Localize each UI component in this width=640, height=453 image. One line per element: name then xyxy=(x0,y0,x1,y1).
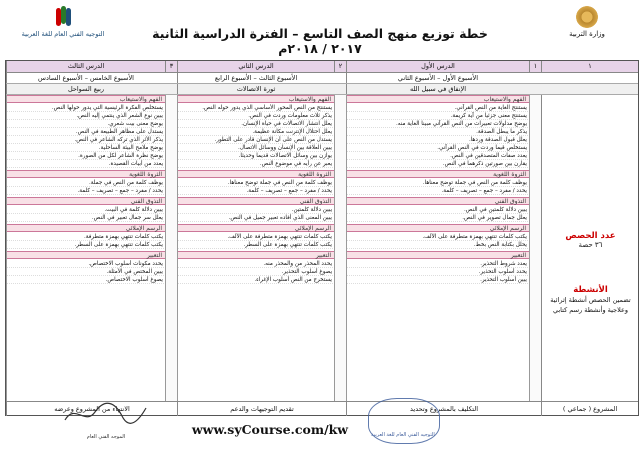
lesson3-objective: يوضح نظرة الشاعر لكل من الصورة. xyxy=(7,152,166,160)
signature-icon xyxy=(60,398,150,428)
lesson3-objective: يحدد / مفرد – جمع – تصريف – كلمة. xyxy=(7,187,166,195)
lesson1-objective: يبين أسلوب التحذير. xyxy=(347,276,530,284)
lesson1-objective: يحلل بكتابة النص بخط. xyxy=(347,241,530,249)
lesson2-objective: يذكر ثلاث معلومات وردت في النص. xyxy=(178,112,335,120)
lesson1-weeks: الأسبوع الأول – الأسبوع الثاني xyxy=(346,73,529,83)
lesson1-number: ١ xyxy=(529,61,541,72)
lesson3-column xyxy=(6,95,166,401)
lesson1-objective: يعدد صفات المتصدقين في النص. xyxy=(347,152,530,160)
lesson3-section-1: الفهم والاستيعاب xyxy=(7,95,166,103)
lesson1-section-4: الرسم الإملائي xyxy=(347,224,530,232)
supervision-block xyxy=(8,6,118,38)
lesson2-objective: يعبر عن رأيه في موضوع النص. xyxy=(178,160,335,168)
lesson3-objective: يوظف كلمة من النص في جملة. xyxy=(7,179,166,187)
lesson1-section-3: التذوق الفني xyxy=(347,197,530,205)
lesson3-objective: يبين دلالة كلمة في البيت. xyxy=(7,206,166,214)
lesson1-objective: يكتب كلمات تنتهي بهمزة متطرفة على الألف. xyxy=(347,233,530,241)
footer-lesson3: الانتهاء من المشروع وعرضه xyxy=(6,402,177,416)
lesson3-objective: يوضح معنى بيت شعري. xyxy=(7,120,166,128)
lesson1-objective: يستنتج الغاية من النص القرآني. xyxy=(347,104,530,112)
lesson2-objective: يعلل انتشار الاتصالات في حياة الإنسان. xyxy=(178,120,335,128)
lesson1-column xyxy=(346,95,530,401)
lesson3-objective: يوضح ملامح البيئة الساحلية. xyxy=(7,144,166,152)
lesson2-objective: يوظف كلمة من النص في جملة توضح معناها. xyxy=(178,179,335,187)
website-url[interactable]: www.syCourse.com/kw xyxy=(191,422,349,437)
lesson2-objective: يبين المعنى الذي أفاده تعبير جميل في النص. xyxy=(178,214,335,222)
lesson2-objective: يبين العلاقة بين الإنسان ووسائل الاتصال. xyxy=(178,144,335,152)
lesson1-section-2: الثروة اللغوية xyxy=(347,170,530,178)
ministry-emblem-icon xyxy=(576,6,598,28)
lesson2-number: ٢ xyxy=(334,61,346,72)
lesson1-objective: يحدد / مفرد – جمع – تصريف – كلمة. xyxy=(347,187,530,195)
lesson1-objective: يحدد أسلوب التحذير. xyxy=(347,268,530,276)
lesson1-objective: يوظف كلمة من النص في جملة توضح معناها. xyxy=(347,179,530,187)
lesson3-objective: يبين نوع الشعر الذي ينتمي إليه النص. xyxy=(7,112,166,120)
lesson3-objective: يكتب كلمات تنتهي بهمزة متطرفة. xyxy=(7,233,166,241)
supervision-name: التوجيه الفني العام للغة العربية xyxy=(21,30,105,38)
lesson2-objective: يبين دلالة كلمتين. xyxy=(178,206,335,214)
lesson3-objective: يعلل سر جمال تعبير في النص. xyxy=(7,214,166,222)
lesson2-objective: يكتب كلمات تنتهي بهمزة متطرفة على الألف. xyxy=(178,233,335,241)
lesson2-unit: ثورة الاتصالات xyxy=(177,84,334,94)
lesson1-objective: يوضح مدلولات تعبيرات من النص القرآني مبينا الغاية منه. xyxy=(347,120,530,128)
lesson3-unit: ربيع السواحل xyxy=(6,84,165,94)
curriculum-table xyxy=(5,60,639,416)
lesson2-section-2: الثروة اللغوية xyxy=(178,170,335,178)
lesson3-label: الدرس الثالث xyxy=(6,61,165,72)
lesson2-weeks: الأسبوع الثالث – الأسبوع الرابع xyxy=(177,73,334,83)
lesson1-objective: يعلل قبول الصدقة وردها. xyxy=(347,136,530,144)
lesson2-objective: يستدل من النص على أن الإنسان قادر على التطور. xyxy=(178,136,335,144)
lesson3-objective: يكتب كلمات تنتهي بهمزة على السطر. xyxy=(7,241,166,249)
footer-lesson2: تقديم التوجيهات والدعم xyxy=(177,402,346,416)
lesson1-section-5: التعبير xyxy=(347,251,530,259)
footer-lesson1: التكليف بالمشروع وتحديد xyxy=(346,402,541,416)
lesson2-objective: يوازن بين وسائل الاتصالات قديما وحديثا. xyxy=(178,152,335,160)
lesson2-objective: يستنتج من النص المحور الأساسي الذي يدور حوله النص. xyxy=(178,104,335,112)
lesson1-objective: يستخلص قيما وردت في النص القرآني. xyxy=(347,144,530,152)
lesson3-objective: يصوغ أسلوب الاختصاص. xyxy=(7,276,166,284)
lesson1-section-1: الفهم والاستيعاب xyxy=(347,95,530,103)
side-info-column xyxy=(541,95,639,401)
lesson2-objective: يحدد المحذر من والمحذر منه. xyxy=(178,260,335,268)
lesson1-objective: يقارن بين صورتين ذكرهما في النص. xyxy=(347,160,530,168)
page-title: خطة توزيع منهج الصف التاسع – الفترة الدراسية الثانية ٢٠١٧ / ٢٠١٨م xyxy=(152,26,488,56)
lesson3-number: ٣ xyxy=(165,61,177,72)
page-header xyxy=(0,0,640,56)
sessions-count-value: ٣٦ حصة xyxy=(578,241,603,249)
ministry-block xyxy=(542,6,632,38)
row-number: ١ xyxy=(541,61,638,72)
lesson1-objective: يذكر ما يبطل الصدقة. xyxy=(347,128,530,136)
lesson3-section-3: التذوق الفني xyxy=(7,197,166,205)
lesson3-weeks: الأسبوع الخامس – الأسبوع السادس xyxy=(6,73,165,83)
lesson2-objective: يحدد / مفرد – جمع – تصريف – كلمة. xyxy=(178,187,335,195)
lesson2-objective: يستخرج من النص أسلوب الإغراء. xyxy=(178,276,335,284)
lesson3-objective: يستخلص الفكرة الرئيسية التي يدور حولها النص. xyxy=(7,104,166,112)
lesson2-column xyxy=(177,95,335,401)
lesson3-section-2: الثروة اللغوية xyxy=(7,170,166,178)
lesson2-objective: يكتب كلمات تنتهي بهمزة على السطر. xyxy=(178,241,335,249)
lesson1-objective: يعدد شروط التحذير. xyxy=(347,260,530,268)
signature-label: الموجه الفني العام xyxy=(86,434,126,440)
lesson1-label: الدرس الأول xyxy=(346,61,529,72)
units-row xyxy=(6,84,638,95)
lesson3-objective: يعدد من أبيات القصيدة. xyxy=(7,160,166,168)
activities-box xyxy=(542,285,639,315)
lesson2-objective: يصوغ أسلوب التحذير. xyxy=(178,268,335,276)
sessions-count xyxy=(542,231,639,249)
lesson1-objective: يستنتج معنى جزئيا من آية كريمة. xyxy=(347,112,530,120)
weeks-row xyxy=(6,73,638,84)
lesson3-section-5: التعبير xyxy=(7,251,166,259)
supervision-logo-icon xyxy=(53,6,73,28)
sessions-count-title: عدد الحصص xyxy=(565,231,616,241)
activities-title: الأنشطة xyxy=(573,285,608,295)
lesson2-label: الدرس الثاني xyxy=(177,61,334,72)
lesson2-section-3: التذوق الفني xyxy=(178,197,335,205)
ministry-name: وزارة التربية xyxy=(569,30,605,38)
table-body xyxy=(6,95,638,401)
lesson3-objective: يبين المختص في الأمثلة. xyxy=(7,268,166,276)
lesson2-section-4: الرسم الإملائي xyxy=(178,224,335,232)
lesson3-objective: يستدل على مظاهر الطبيعة في النص. xyxy=(7,128,166,136)
lesson3-section-4: الرسم الإملائي xyxy=(7,224,166,232)
lesson1-unit: الإنفاق في سبيل الله xyxy=(346,84,529,94)
lesson2-section-5: التعبير xyxy=(178,251,335,259)
lesson3-objective: يذكر الأثر الذي تركه الشاعر في النص. xyxy=(7,136,166,144)
lesson3-objective: يحدد مكونات أسلوب الاختصاص. xyxy=(7,260,166,268)
stamp-text: التوجيه الفني العام للغة العربية xyxy=(371,432,435,438)
footer-project-label: المشروع ( جماعي ) xyxy=(541,402,638,416)
lesson2-section-1: الفهم والاستيعاب xyxy=(178,95,335,103)
lessons-header-row xyxy=(6,61,638,73)
lesson1-objective: يبين دلالة كلمتين في النص. xyxy=(347,206,530,214)
lesson1-objective: يعلل جمال تصوير في النص. xyxy=(347,214,530,222)
activities-text: تضمين الحصص أنشطة إثرائية وعلاجية وأنشطة رسم كتابي xyxy=(550,296,631,314)
lesson2-objective: يعلل احتلال الإنترنت مكانة عظيمة. xyxy=(178,128,335,136)
